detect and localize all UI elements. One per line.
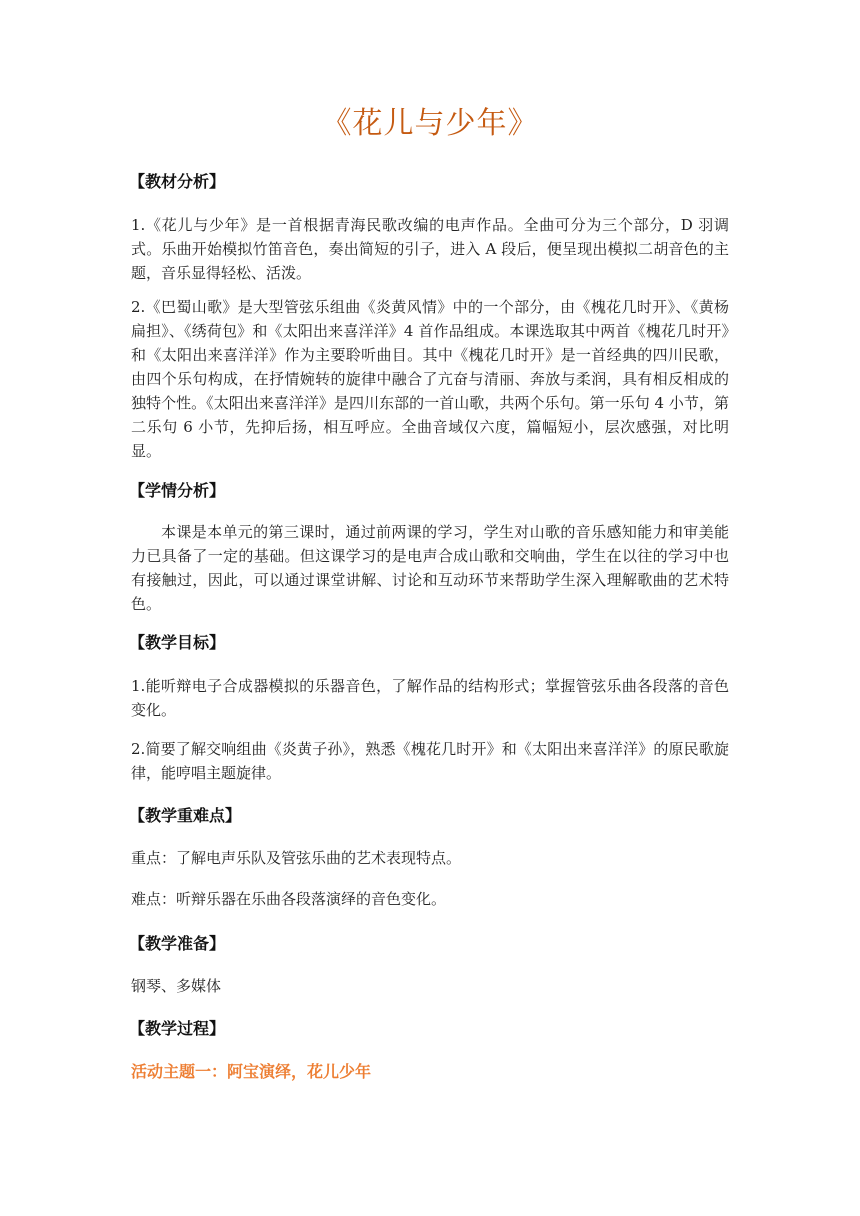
preparation-text: 钢琴、多媒体 (131, 977, 222, 995)
heading-key-points: 【教学重难点】 (129, 806, 242, 825)
key-point-text: 重点：了解电声乐队及管弦乐曲的艺术表现特点。 (131, 849, 462, 867)
heading-teaching-goals: 【教学目标】 (129, 633, 226, 652)
activity-theme-1: 活动主题一：阿宝演绎，花儿少年 (131, 1062, 372, 1081)
difficult-point-text: 难点：听辩乐器在乐曲各段落演绎的音色变化。 (131, 890, 447, 908)
document-title: 《花儿与少年》 (321, 106, 539, 141)
teaching-goals-para-1: 1.能听辩电子合成器模拟的乐器音色，了解作品的结构形式；掌握管弦乐曲各段落的音色变化。 (131, 677, 729, 719)
teaching-goals-para-2: 2.简要了解交响组曲《炎黄子孙》，熟悉《槐花几时开》和《太阳出来喜洋洋》的原民歌旋律，能哼唱主题旋律。 (131, 740, 729, 782)
heading-student-analysis: 【学情分析】 (129, 481, 226, 500)
heading-material-analysis: 【教材分析】 (129, 172, 226, 191)
material-analysis-para-2: 2.《巴蜀山歌》是大型管弦乐组曲《炎黄风情》中的一个部分，由《槐花几时开》、《黄杨扁担》、《绣荷包》和《太阳出来喜洋洋》4 首作品组成。本课选取其中两首《槐花几时开》和《太阳出来喜洋洋》作为主要聆听曲目。其中《槐花几时开》是一首经典的四川民歌，由四个乐句构成，在抒情婉转的旋律中融合了亢奋与清丽、奔放与柔润，具有相反相成的独特个性。《太阳出来喜洋洋》是四川东部的一首山歌，共两个乐句。第一乐句 4 小节，第二乐句 6 小节，先抑后扬，相互呼应。全曲音域仅六度，篇幅短小，层次感强，对比明显。 (131, 298, 729, 460)
student-analysis-para: 本课是本单元的第三课时，通过前两课的学习，学生对山歌的音乐感知能力和审美能力已具备了一定的基础。但这课学习的是电声合成山歌和交响曲，学生在以往的学习中也有接触过，因此，可以通过课堂讲解、讨论和互动环节来帮助学生深入理解歌曲的艺术特色。 (131, 523, 729, 613)
heading-teaching-process: 【教学过程】 (129, 1019, 226, 1038)
heading-preparation: 【教学准备】 (129, 934, 226, 953)
material-analysis-para-1: 1.《花儿与少年》是一首根据青海民歌改编的电声作品。全曲可分为三个部分，D 羽调式。乐曲开始模拟竹笛音色，奏出简短的引子，进入 A 段后，便呈现出模拟二胡音色的主题，音乐显得轻松、活泼。 (131, 216, 729, 282)
